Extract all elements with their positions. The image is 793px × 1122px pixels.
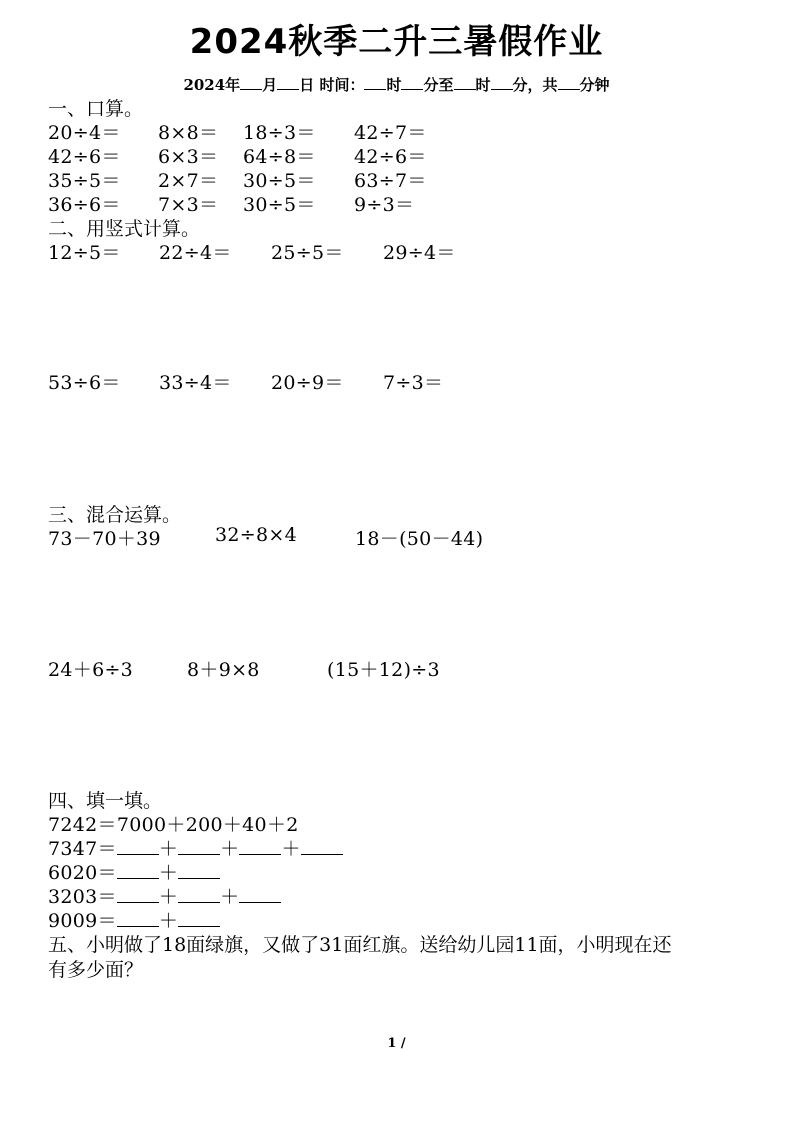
fill-blank[interactable] [117, 910, 159, 927]
oral-item: 30÷5＝ [243, 194, 316, 216]
word-problem-line1: 五、小明做了18面绿旗，又做了31面红旗。送给幼儿园11面，小明现在还 [48, 934, 672, 956]
oral-item: 42÷6＝ [48, 146, 121, 168]
month-blank[interactable] [240, 75, 262, 90]
vertical-calc-item: 22÷4＝ [159, 242, 232, 264]
vertical-calc-item: 33÷4＝ [159, 372, 232, 394]
fill-lhs: 9009＝ [48, 910, 117, 932]
fill-example: 7242＝7000＋200＋40＋2 [48, 814, 299, 836]
mixed-calc-item: 8＋9×8 [187, 659, 260, 681]
oral-item: 42÷7＝ [354, 122, 427, 144]
hour-label-1: 时 [386, 76, 402, 94]
vertical-calc-item: 29÷4＝ [383, 242, 456, 264]
fill-blank[interactable] [178, 910, 220, 927]
oral-item: 20÷4＝ [48, 122, 121, 144]
mixed-calc-item: 18－(50－44) [355, 528, 484, 550]
vertical-calc-item: 53÷6＝ [48, 372, 121, 394]
fill-blank[interactable] [178, 886, 220, 903]
fill-item [48, 858, 220, 885]
minute-label-2: 分，共 [512, 76, 558, 94]
fill-blank[interactable] [117, 838, 159, 855]
mixed-calc-item: 24＋6÷3 [48, 659, 134, 681]
end-hour-blank[interactable] [454, 75, 476, 90]
minute-label-1: 分至 [423, 76, 454, 94]
page-title: 2024秋季二升三暑假作业 [189, 22, 604, 62]
mixed-calc-item: 32÷8×4 [215, 524, 297, 546]
fill-lhs: 6020＝ [48, 862, 117, 884]
word-problem-line2: 有多少面？ [48, 959, 144, 981]
oral-item: 35÷5＝ [48, 170, 121, 192]
total-label: 分钟 [579, 76, 610, 94]
date-time-line [0, 74, 793, 95]
year-label: 2024年 [183, 76, 241, 94]
time-label: 时间： [319, 76, 365, 94]
total-blank[interactable] [558, 75, 580, 90]
fill-blank[interactable] [178, 862, 220, 879]
month-label: 月 [262, 76, 278, 94]
day-blank[interactable] [277, 75, 299, 90]
section3-heading: 三、混合运算。 [48, 504, 182, 526]
mixed-calc-item: 73－70＋39 [48, 528, 161, 550]
oral-item: 18÷3＝ [243, 122, 316, 144]
section1-heading: 一、口算。 [48, 98, 144, 120]
vertical-calc-item: 20÷9＝ [271, 372, 344, 394]
vertical-calc-item: 7÷3＝ [383, 372, 444, 394]
end-minute-blank[interactable] [491, 75, 513, 90]
section4-heading: 四、填一填。 [48, 790, 163, 812]
oral-item: 8×8＝ [158, 122, 219, 144]
hour-label-2: 时 [475, 76, 491, 94]
oral-item: 36÷6＝ [48, 194, 121, 216]
oral-item: 42÷6＝ [354, 146, 427, 168]
oral-item: 30÷5＝ [243, 170, 316, 192]
plus-sign: ＋ [158, 862, 179, 884]
section2-heading: 二、用竖式计算。 [48, 218, 201, 240]
vertical-calc-item: 25÷5＝ [271, 242, 344, 264]
oral-item: 64÷8＝ [243, 146, 316, 168]
mixed-calc-item: (15＋12)÷3 [327, 659, 440, 681]
plus-sign: ＋ [158, 886, 179, 908]
fill-blank[interactable] [239, 886, 281, 903]
plus-sign: ＋ [220, 886, 240, 908]
day-label: 日 [299, 76, 315, 94]
fill-lhs: 3203＝ [48, 886, 117, 908]
oral-item: 2×7＝ [158, 170, 219, 192]
fill-lhs: 7347＝ [48, 838, 117, 860]
plus-sign: ＋ [158, 838, 179, 860]
plus-sign: ＋ [220, 838, 240, 860]
oral-item: 63÷7＝ [354, 170, 427, 192]
fill-item [48, 834, 343, 861]
fill-blank[interactable] [178, 838, 220, 855]
oral-item: 9÷3＝ [354, 194, 415, 216]
fill-blank[interactable] [117, 862, 159, 879]
fill-blank[interactable] [301, 838, 343, 855]
page-number: 1 / [387, 1036, 406, 1051]
plus-sign: ＋ [158, 910, 179, 932]
fill-item [48, 906, 220, 933]
start-hour-blank[interactable] [364, 75, 386, 90]
fill-blank[interactable] [117, 886, 159, 903]
oral-item: 7×3＝ [158, 194, 219, 216]
fill-item [48, 882, 281, 909]
vertical-calc-item: 12÷5＝ [48, 242, 121, 264]
start-minute-blank[interactable] [401, 75, 423, 90]
oral-item: 6×3＝ [158, 146, 219, 168]
plus-sign: ＋ [281, 838, 301, 860]
fill-blank[interactable] [239, 838, 281, 855]
